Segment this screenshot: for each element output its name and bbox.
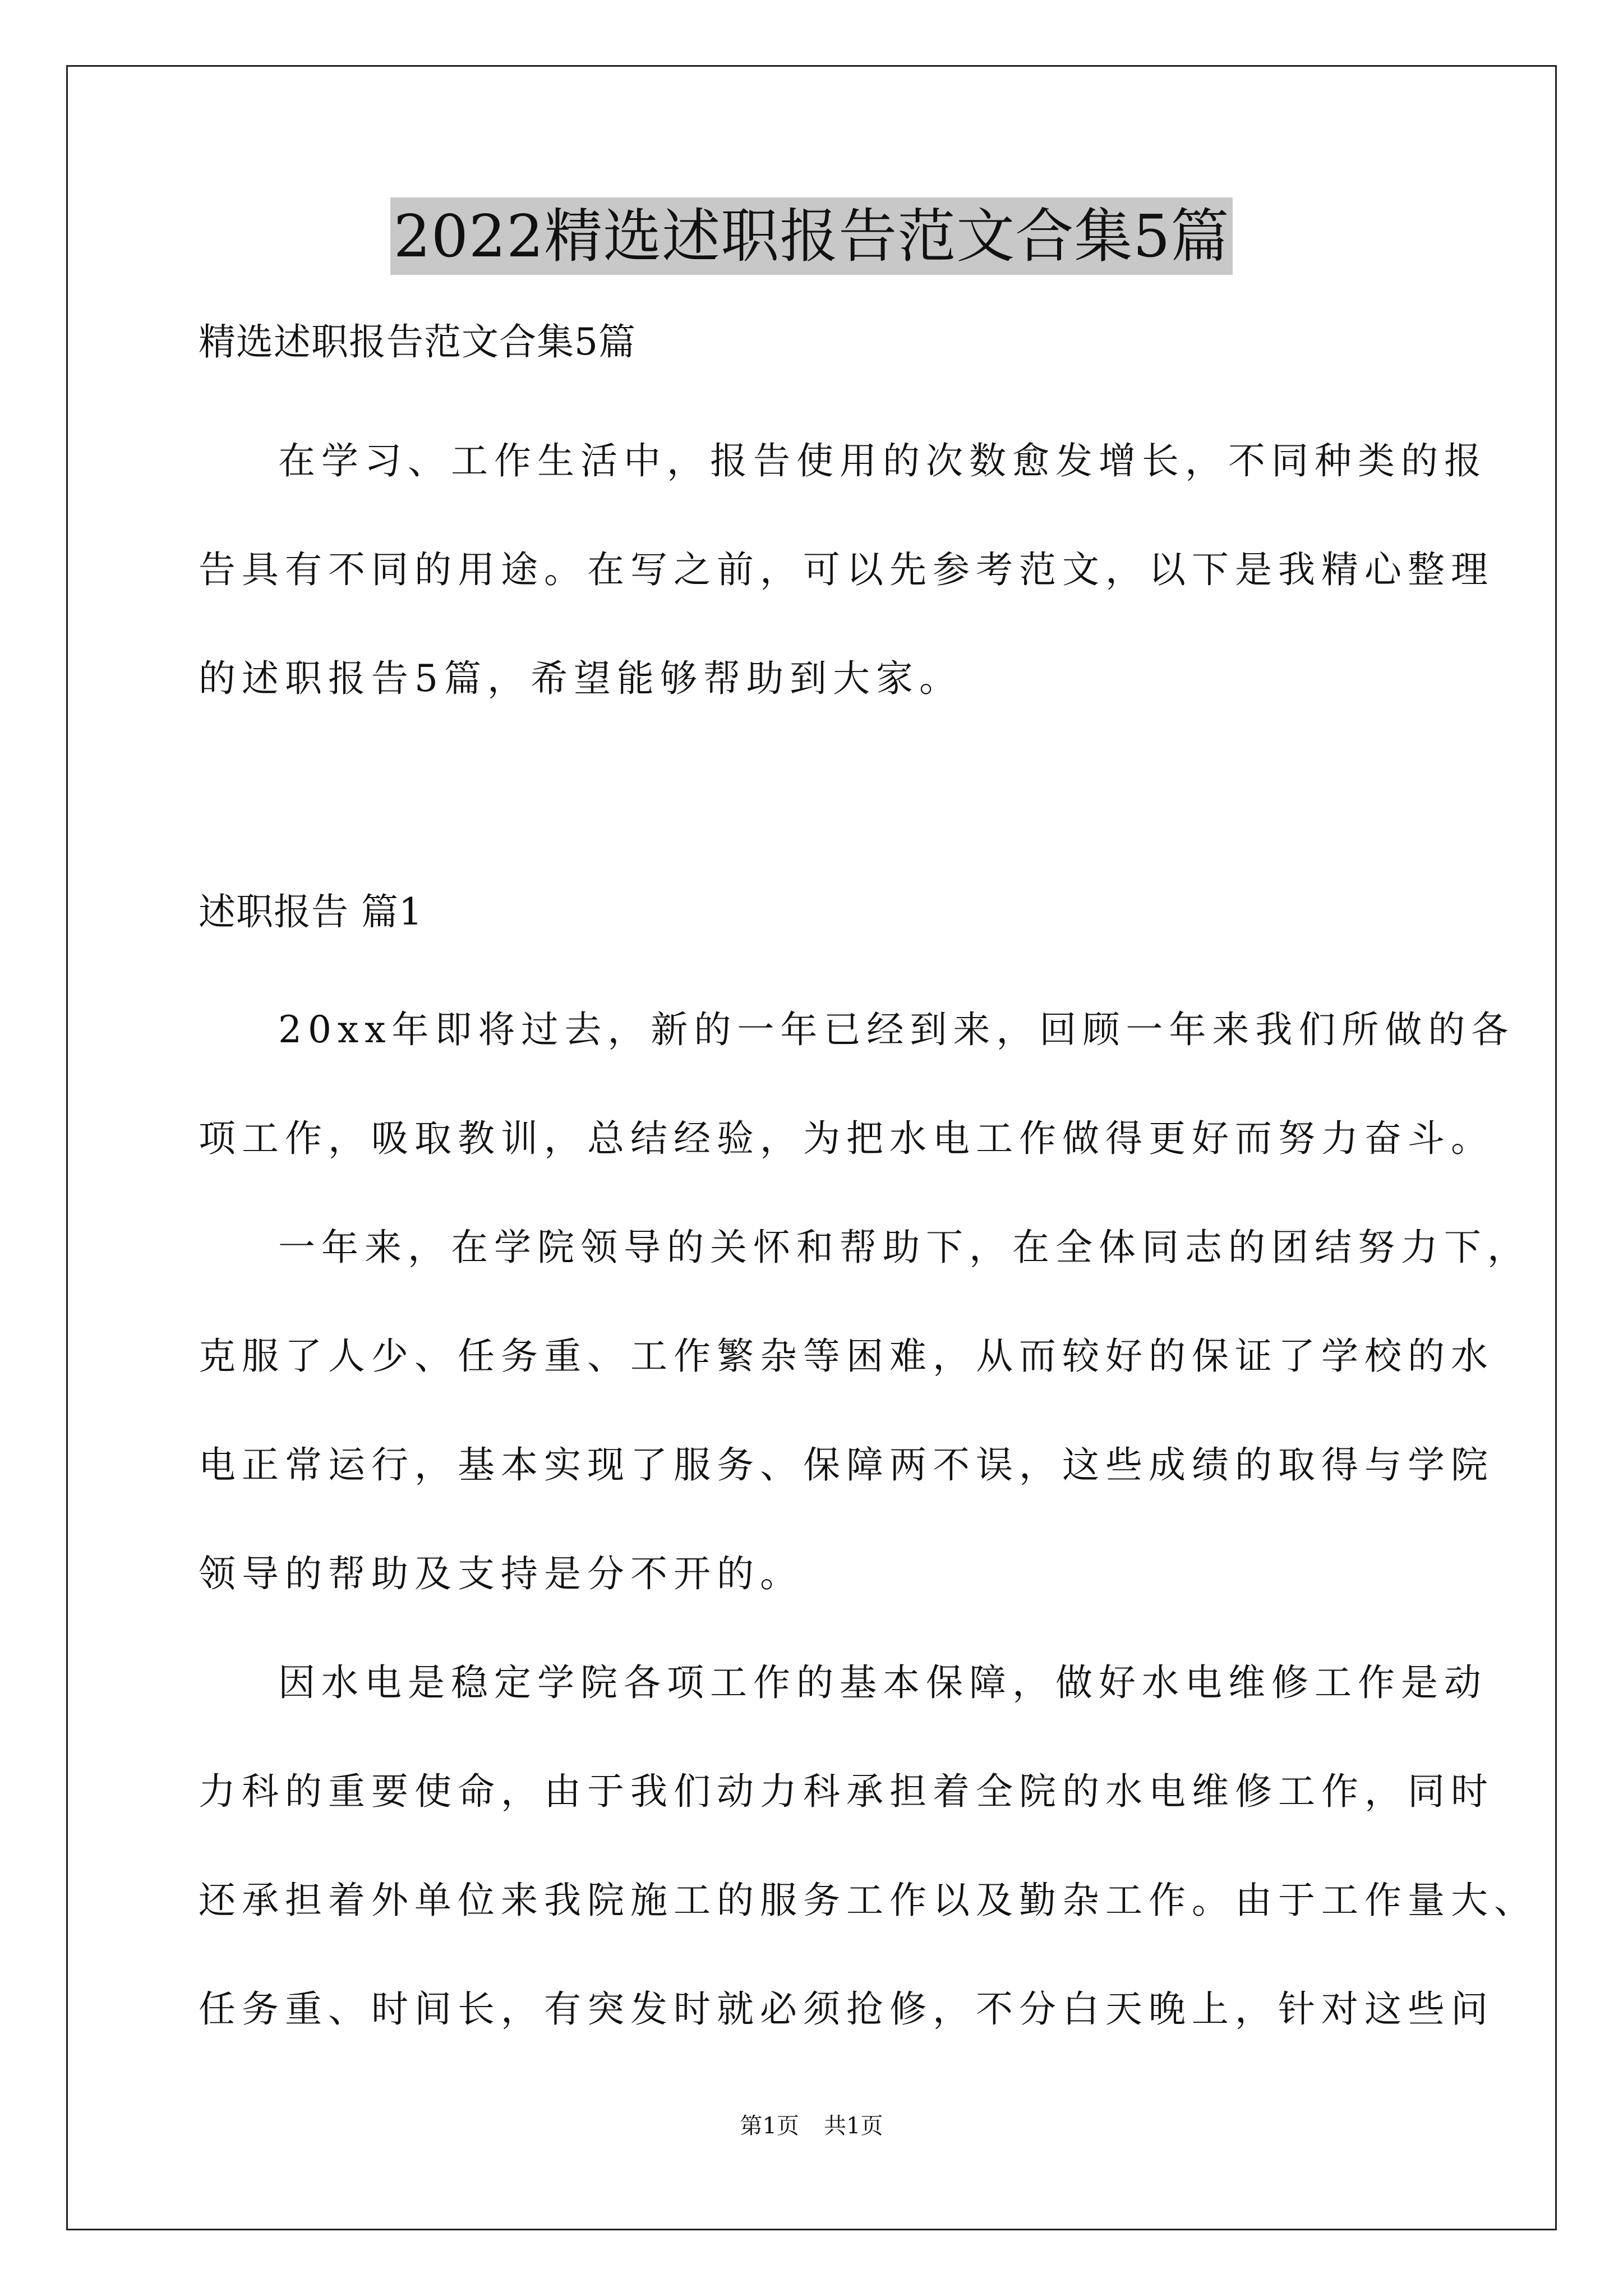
body-line-10: 任务重、时间长，有突发时就必须抢修，不分白天晚上，针对这些问 <box>199 1987 1494 2031</box>
intro-line-3: 的述职报告5篇，希望能够帮助到大家。 <box>199 657 962 700</box>
body-line-9: 还承担着外单位来我院施工的服务工作以及勤杂工作。由于工作量大、 <box>199 1879 1537 1922</box>
body-line-1: 20xx年即将过去，新的一年已经到来，回顾一年来我们所做的各 <box>278 1008 1515 1051</box>
body-line-7: 因水电是稳定学院各项工作的基本保障，做好水电维修工作是动 <box>278 1661 1487 1704</box>
body-line-4: 克服了人少、任务重、工作繁杂等困难，从而较好的保证了学校的水 <box>199 1335 1494 1378</box>
body-line-6: 领导的帮助及支持是分不开的。 <box>199 1552 803 1595</box>
body-line-5: 电正常运行，基本实现了服务、保障两不误，这些成绩的取得与学院 <box>199 1443 1494 1487</box>
intro-line-2: 告具有不同的用途。在写之前，可以先参考范文，以下是我精心整理 <box>199 548 1494 591</box>
title-wrap <box>0 197 1623 275</box>
document-subtitle: 精选述职报告范文合集5篇 <box>199 320 636 364</box>
section-heading-1: 述职报告 篇1 <box>199 890 423 933</box>
body-line-8: 力科的重要使命，由于我们动力科承担着全院的水电维修工作，同时 <box>199 1770 1494 1813</box>
intro-line-1: 在学习、工作生活中，报告使用的次数愈发增长，不同种类的报 <box>278 439 1487 482</box>
body-line-3: 一年来，在学院领导的关怀和帮助下，在全体同志的团结努力下， <box>278 1226 1530 1269</box>
page-number: 第1页 <box>740 2113 799 2139</box>
body-line-2: 项工作，吸取教训，总结经验，为把水电工作做得更好而努力奋斗。 <box>199 1117 1494 1160</box>
page-footer <box>0 2109 1623 2143</box>
page-total: 共1页 <box>824 2113 883 2139</box>
document-title: 2022精选述职报告范文合集5篇 <box>390 197 1233 275</box>
